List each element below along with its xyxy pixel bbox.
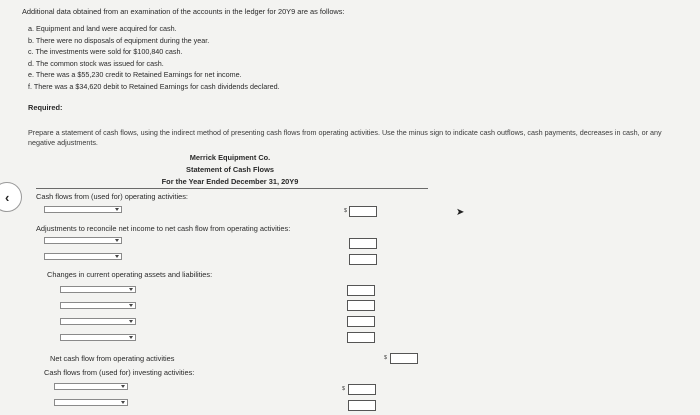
dollar-sign: $ <box>342 386 346 392</box>
adjustments-heading: Adjustments to reconcile net income to net cash flow from operating activities: <box>36 224 291 233</box>
dollar-sign: $ <box>344 208 348 214</box>
change-dropdown-2[interactable] <box>60 302 136 309</box>
chevron-down-icon <box>129 288 133 291</box>
investing-heading: Cash flows from (used for) investing activities: <box>44 368 195 377</box>
change-input-1[interactable] <box>347 285 375 296</box>
chevron-left-icon: ‹ <box>5 190 10 205</box>
statement-title: Statement of Cash Flows <box>186 165 274 174</box>
header-rule <box>36 188 428 189</box>
back-button[interactable] <box>0 182 22 212</box>
chevron-down-icon <box>129 304 133 307</box>
change-dropdown-1[interactable] <box>60 286 136 293</box>
chevron-down-icon <box>121 401 125 404</box>
chevron-down-icon <box>115 255 119 258</box>
net-income-input[interactable] <box>349 206 377 217</box>
instructions-text: Prepare a statement of cash flows, using the indirect method of presenting cash flows from operating activities. Use the minus sign to indicate cash outflows, cash payments, decreases in cash, or any negative adjustments. <box>28 128 662 147</box>
changes-heading: Changes in current operating assets and liabilities: <box>47 270 213 279</box>
list-item: c. The investments were sold for $100,840 cash. <box>28 47 183 57</box>
chevron-down-icon <box>129 336 133 339</box>
operating-heading: Cash flows from (used for) operating activities: <box>36 192 188 201</box>
change-input-2[interactable] <box>347 300 375 311</box>
change-dropdown-3[interactable] <box>60 318 136 325</box>
investing-input-1[interactable] <box>348 384 376 395</box>
cursor-pointer-icon: ➤ <box>456 207 465 218</box>
operating-dropdown-1[interactable] <box>44 206 122 213</box>
change-input-4[interactable] <box>347 332 375 343</box>
dollar-sign: $ <box>384 355 388 361</box>
investing-input-2[interactable] <box>348 400 376 411</box>
list-item: f. There was a $34,620 debit to Retained Earnings for cash dividends declared. <box>28 81 280 91</box>
investing-dropdown-2[interactable] <box>54 399 128 406</box>
data-list <box>28 23 280 93</box>
list-item: d. The common stock was issued for cash. <box>28 58 164 68</box>
adjustment-dropdown-1[interactable] <box>44 237 122 244</box>
investing-dropdown-1[interactable] <box>54 383 128 390</box>
statement-period: For the Year Ended December 31, 20Y9 <box>161 177 299 186</box>
company-name: Merrick Equipment Co. <box>189 153 271 162</box>
list-item: e. There was a $55,230 credit to Retained Earnings for net income. <box>28 70 242 80</box>
chevron-down-icon <box>129 320 133 323</box>
list-item: a. Equipment and land were acquired for cash. <box>28 24 177 33</box>
chevron-down-icon <box>115 239 119 242</box>
net-operating-label: Net cash flow from operating activities <box>50 354 175 363</box>
adjustment-dropdown-2[interactable] <box>44 253 122 260</box>
list-item: b. There were no disposals of equipment during the year. <box>28 35 210 45</box>
chevron-down-icon <box>121 385 125 388</box>
intro-text: Additional data obtained from an examination of the accounts in the ledger for 20Y9 are as follows: <box>22 7 345 16</box>
required-label: Required: <box>28 103 63 112</box>
adjustment-input-1[interactable] <box>349 238 377 249</box>
adjustment-input-2[interactable] <box>349 254 377 265</box>
change-dropdown-4[interactable] <box>60 334 136 341</box>
change-input-3[interactable] <box>347 316 375 327</box>
chevron-down-icon <box>115 208 119 211</box>
net-operating-input[interactable] <box>390 353 418 364</box>
